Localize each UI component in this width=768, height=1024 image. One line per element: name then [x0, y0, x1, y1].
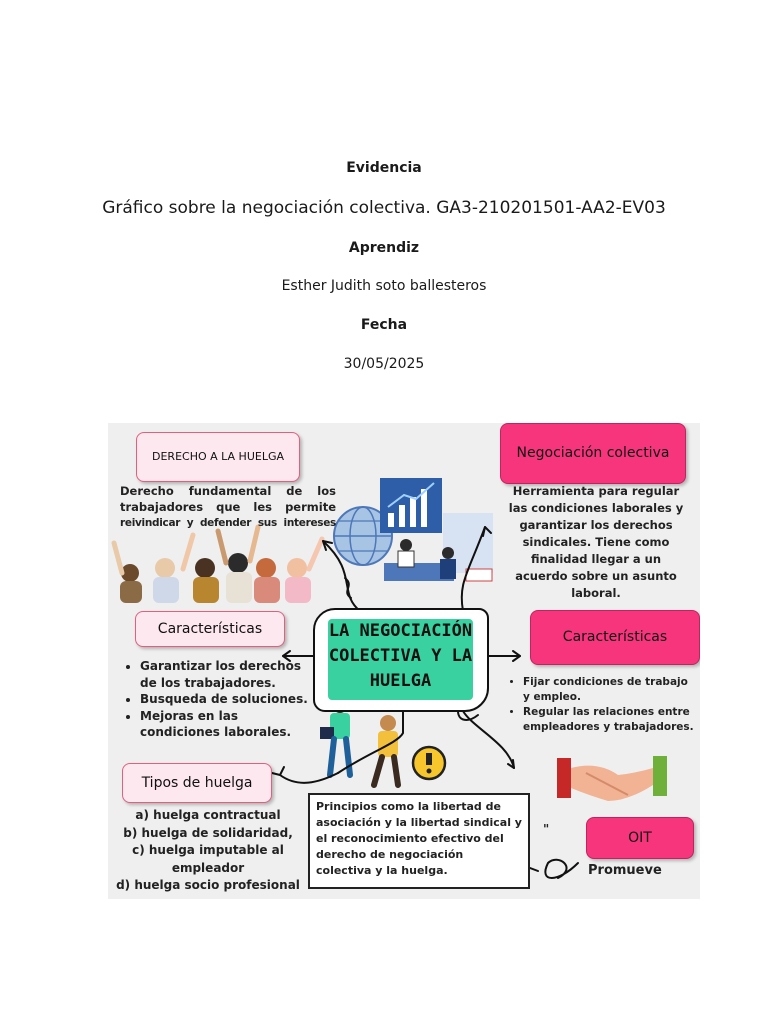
infographic — [108, 423, 700, 899]
derecho-huelga-text — [120, 483, 336, 531]
handshake-icon — [557, 756, 667, 801]
central-title-line: COLECTIVA Y LA — [328, 646, 473, 666]
negociacion-line: las condiciones laborales y — [508, 501, 684, 515]
negociacion-line: laboral. — [571, 586, 621, 600]
caracteristicas-left-title-box — [135, 611, 285, 647]
apprentice-name: Esther Judith soto ballesteros — [281, 278, 487, 294]
list-item: • Regular las relaciones entre empleadores y trabajadores. — [523, 705, 698, 735]
oit-title: OIT — [628, 830, 652, 846]
tipos-line: a) huelga contractual — [135, 808, 281, 822]
negociacion-title: Negociación colectiva — [516, 445, 670, 461]
quote-marks: " — [543, 822, 550, 836]
apprentice-label: Aprendiz — [348, 240, 420, 256]
central-title — [328, 619, 473, 700]
tipos-line: empleador — [171, 860, 245, 875]
list-item: • Garantizar los derechos de los trabajadores. — [140, 658, 315, 691]
negociacion-title-box — [500, 423, 686, 484]
tipos-line: c) huelga imputable al — [132, 843, 284, 857]
tipos-huelga-title-box — [122, 763, 272, 803]
central-title-box — [313, 608, 489, 712]
negociacion-line: sindicales. Tiene como — [522, 535, 670, 549]
list-item: • Mejoras en las condiciones laborales. — [140, 708, 315, 741]
list-item: • Busqueda de soluciones. — [140, 691, 315, 708]
tipos-huelga-title: Tipos de huelga — [141, 775, 253, 791]
date-value: 30/05/2025 — [343, 356, 425, 372]
central-title-line: LA NEGOCIACIÓN — [328, 621, 473, 641]
derecho-line: Derecho fundamental de los — [120, 484, 336, 498]
negociacion-text — [502, 483, 690, 602]
caracteristicas-left-title: Características — [157, 621, 263, 637]
warning-bulb-icon — [413, 747, 445, 779]
tipos-line: b) huelga de solidaridad, — [123, 825, 293, 840]
derecho-line: reivindicar y defender sus intereses — [120, 517, 336, 529]
oit-caption: Promueve — [588, 863, 662, 878]
caracteristicas-right-title: Características — [562, 629, 668, 645]
derecho-huelga-title-box — [136, 432, 300, 482]
principios-box: Principios como la libertad de asociación y la libertad sindical y el reconocimiento efectivo del derecho de negociación colectiva y la huelga. — [308, 793, 530, 889]
tipos-line: d) huelga socio profesional — [116, 878, 300, 892]
protest-crowd-illustration — [114, 527, 322, 603]
negociacion-line: Herramienta para regular — [512, 484, 680, 498]
negociacion-line: finalidad llegar a un — [530, 552, 662, 566]
negociacion-line: acuerdo sobre un asunto — [515, 569, 677, 583]
date-label: Fecha — [360, 317, 408, 333]
derecho-huelga-title: DERECHO A LA HUELGA — [152, 450, 284, 463]
oit-box — [586, 817, 694, 859]
caracteristicas-left-list — [125, 658, 315, 741]
evidence-title: Gráfico sobre la negociación colectiva. GA3-210201501-AA2-EV03 — [102, 198, 666, 218]
tipos-huelga-list — [112, 807, 304, 895]
negociacion-line: garantizar los derechos — [519, 518, 673, 532]
business-chart-illustration — [380, 478, 493, 581]
evidence-label: Evidencia — [346, 160, 422, 176]
derecho-line: trabajadores que les permite — [120, 500, 336, 514]
list-item: • Fijar condiciones de trabajo y empleo. — [523, 675, 698, 705]
caracteristicas-right-list — [508, 675, 698, 735]
central-title-line: HUELGA — [369, 671, 432, 691]
caracteristicas-right-title-box — [530, 610, 700, 665]
